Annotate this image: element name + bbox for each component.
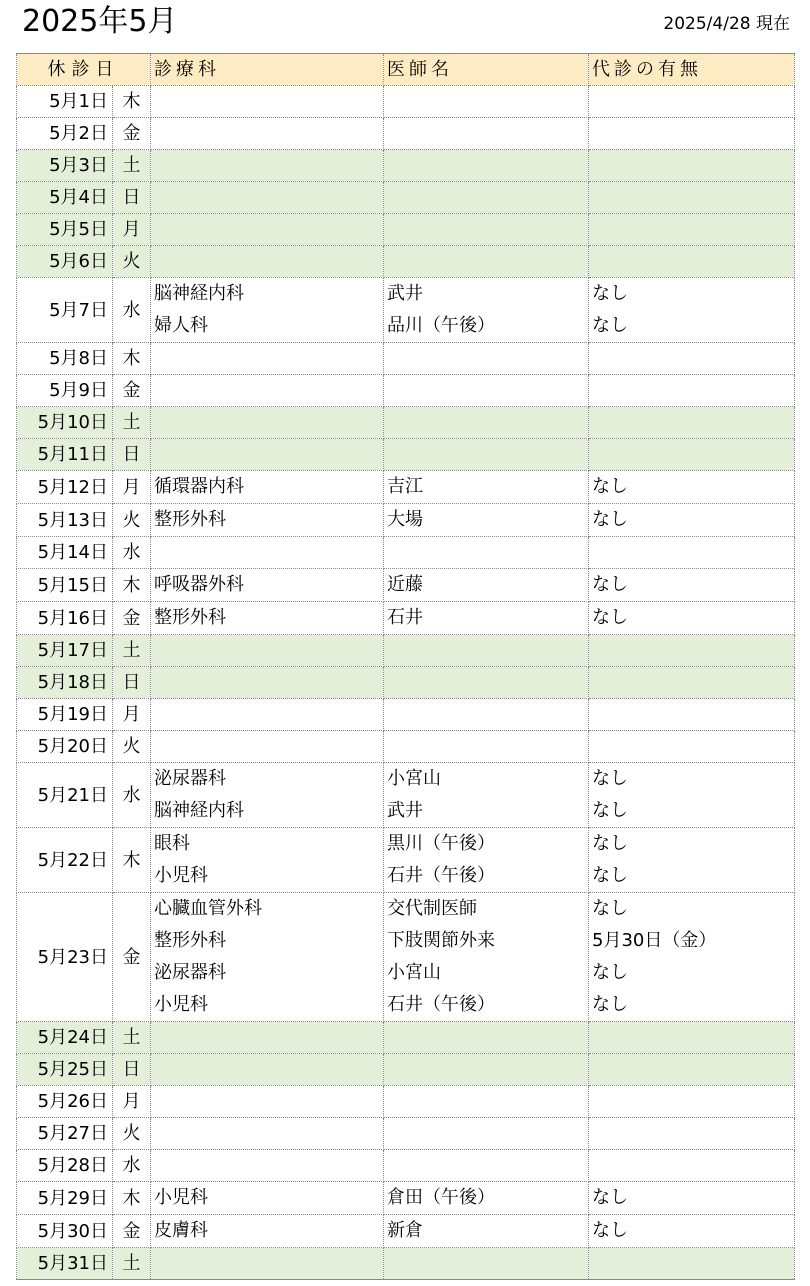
substitute-cell (589, 343, 795, 375)
department-line: 小児科 (154, 1187, 208, 1208)
department-cell (151, 699, 384, 731)
substitute-line: なし (592, 1220, 628, 1241)
date-cell: 5月29日 (17, 1182, 113, 1215)
doctor-line: 品川（午後） (387, 315, 495, 336)
department-line: 皮膚科 (154, 1220, 208, 1241)
substitute-line: なし (592, 476, 628, 497)
department-line: 心臓血管外科 (154, 898, 262, 919)
table-row (17, 182, 795, 214)
substitute-cell (589, 635, 795, 667)
table-row (17, 763, 795, 828)
substitute-cell (589, 667, 795, 699)
table-row (17, 118, 795, 150)
header-closed-day: 休診日 (17, 54, 151, 86)
weekday-cell: 土 (113, 1248, 151, 1280)
doctor-cell (384, 635, 589, 667)
substitute-cell (589, 118, 795, 150)
substitute-cell (589, 375, 795, 407)
substitute-cell (589, 278, 795, 343)
doctor-line: 小宮山 (387, 768, 441, 789)
date-cell: 5月6日 (17, 246, 113, 278)
substitute-cell (589, 407, 795, 439)
substitute-cell (589, 504, 795, 537)
date-cell: 5月16日 (17, 602, 113, 635)
table-row (17, 214, 795, 246)
department-cell (151, 828, 384, 893)
weekday-cell: 木 (113, 569, 151, 602)
as-of-date: 2025/4/28 現在 (663, 14, 790, 34)
department-line: 泌尿器科 (154, 962, 226, 983)
doctor-cell (384, 375, 589, 407)
doctor-line: 石井 (387, 607, 423, 628)
substitute-cell (589, 731, 795, 763)
table-row (17, 246, 795, 278)
doctor-cell (384, 602, 589, 635)
closure-schedule-table (16, 53, 795, 1280)
date-cell: 5月13日 (17, 504, 113, 537)
doctor-cell (384, 278, 589, 343)
weekday-cell: 土 (113, 150, 151, 182)
date-cell: 5月3日 (17, 150, 113, 182)
doctor-cell (384, 214, 589, 246)
table-row (17, 471, 795, 504)
weekday-cell: 日 (113, 667, 151, 699)
weekday-cell: 金 (113, 602, 151, 635)
substitute-cell (589, 763, 795, 828)
table-row (17, 278, 795, 343)
table-row (17, 667, 795, 699)
date-cell: 5月22日 (17, 828, 113, 893)
department-cell (151, 471, 384, 504)
substitute-cell (589, 1248, 795, 1280)
department-cell (151, 214, 384, 246)
department-line: 泌尿器科 (154, 768, 226, 789)
doctor-line: 大場 (387, 509, 423, 530)
department-cell (151, 150, 384, 182)
doctor-line: 吉江 (387, 476, 423, 497)
department-cell (151, 1150, 384, 1182)
department-line: 眼科 (154, 833, 190, 854)
substitute-cell (589, 537, 795, 569)
table-row (17, 150, 795, 182)
substitute-cell (589, 86, 795, 118)
weekday-cell: 木 (113, 343, 151, 375)
department-cell (151, 667, 384, 699)
table-row (17, 375, 795, 407)
weekday-cell: 水 (113, 278, 151, 343)
department-cell (151, 1086, 384, 1118)
table-row (17, 1248, 795, 1280)
doctor-cell (384, 569, 589, 602)
weekday-cell: 日 (113, 439, 151, 471)
department-cell (151, 537, 384, 569)
substitute-cell (589, 1054, 795, 1086)
substitute-line: なし (592, 800, 628, 821)
doctor-cell (384, 1215, 589, 1248)
doctor-cell (384, 731, 589, 763)
weekday-cell: 金 (113, 1215, 151, 1248)
date-cell: 5月27日 (17, 1118, 113, 1150)
table-row (17, 343, 795, 375)
date-cell: 5月15日 (17, 569, 113, 602)
doctor-cell (384, 1086, 589, 1118)
weekday-cell: 月 (113, 1086, 151, 1118)
substitute-cell (589, 214, 795, 246)
substitute-cell (589, 439, 795, 471)
table-row (17, 893, 795, 1022)
substitute-line: なし (592, 315, 628, 336)
doctor-line: 石井（午後） (387, 865, 495, 886)
doctor-cell (384, 182, 589, 214)
header-doctor: 医師名 (384, 54, 589, 86)
substitute-cell (589, 246, 795, 278)
weekday-cell: 水 (113, 1150, 151, 1182)
page-title: 2025年5月 (22, 4, 178, 39)
doctor-cell (384, 699, 589, 731)
doctor-cell (384, 439, 589, 471)
substitute-cell (589, 1182, 795, 1215)
substitute-cell (589, 471, 795, 504)
substitute-cell (589, 1215, 795, 1248)
substitute-cell (589, 1086, 795, 1118)
doctor-cell (384, 893, 589, 1022)
doctor-line: 近藤 (387, 574, 423, 595)
table-row (17, 439, 795, 471)
department-line: 小児科 (154, 994, 208, 1015)
date-cell: 5月17日 (17, 635, 113, 667)
department-cell (151, 182, 384, 214)
department-cell (151, 86, 384, 118)
date-cell: 5月7日 (17, 278, 113, 343)
substitute-cell (589, 182, 795, 214)
weekday-cell: 土 (113, 1022, 151, 1054)
substitute-line: なし (592, 833, 628, 854)
substitute-cell (589, 569, 795, 602)
doctor-line: 武井 (387, 283, 423, 304)
doctor-line: 石井（午後） (387, 994, 495, 1015)
date-cell: 5月20日 (17, 731, 113, 763)
weekday-cell: 土 (113, 407, 151, 439)
table-row (17, 1215, 795, 1248)
date-cell: 5月30日 (17, 1215, 113, 1248)
doctor-cell (384, 1118, 589, 1150)
table-row (17, 1182, 795, 1215)
substitute-cell (589, 828, 795, 893)
substitute-line: なし (592, 574, 628, 595)
doctor-cell (384, 1022, 589, 1054)
weekday-cell: 日 (113, 1054, 151, 1086)
department-cell (151, 1248, 384, 1280)
substitute-line: なし (592, 898, 628, 919)
doctor-line: 黒川（午後） (387, 833, 495, 854)
department-cell (151, 569, 384, 602)
weekday-cell: 金 (113, 893, 151, 1022)
date-cell: 5月5日 (17, 214, 113, 246)
substitute-line: なし (592, 283, 628, 304)
substitute-line: なし (592, 994, 628, 1015)
department-cell (151, 246, 384, 278)
substitute-cell (589, 699, 795, 731)
doctor-cell (384, 471, 589, 504)
doctor-line: 下肢関節外来 (387, 930, 495, 951)
substitute-cell (589, 1118, 795, 1150)
substitute-cell (589, 893, 795, 1022)
weekday-cell: 火 (113, 1118, 151, 1150)
table-row (17, 537, 795, 569)
doctor-cell (384, 1182, 589, 1215)
table-row (17, 635, 795, 667)
department-cell (151, 1182, 384, 1215)
department-cell (151, 893, 384, 1022)
doctor-cell (384, 828, 589, 893)
date-cell: 5月14日 (17, 537, 113, 569)
table-row (17, 504, 795, 537)
weekday-cell: 金 (113, 375, 151, 407)
table-row (17, 1150, 795, 1182)
department-line: 小児科 (154, 865, 208, 886)
doctor-cell (384, 667, 589, 699)
date-cell: 5月31日 (17, 1248, 113, 1280)
weekday-cell: 火 (113, 246, 151, 278)
doctor-cell (384, 246, 589, 278)
department-cell (151, 1118, 384, 1150)
department-cell (151, 763, 384, 828)
weekday-cell: 月 (113, 699, 151, 731)
doctor-cell (384, 407, 589, 439)
doctor-line: 交代制医師 (387, 898, 477, 919)
table-row (17, 731, 795, 763)
date-cell: 5月28日 (17, 1150, 113, 1182)
department-cell (151, 407, 384, 439)
doctor-cell (384, 1054, 589, 1086)
weekday-cell: 火 (113, 731, 151, 763)
doctor-cell (384, 537, 589, 569)
weekday-cell: 月 (113, 214, 151, 246)
department-cell (151, 504, 384, 537)
department-cell (151, 439, 384, 471)
department-line: 呼吸器外科 (154, 574, 244, 595)
substitute-line: 5月30日（金） (592, 930, 717, 951)
weekday-cell: 水 (113, 537, 151, 569)
doctor-cell (384, 86, 589, 118)
department-cell (151, 1054, 384, 1086)
doctor-line: 武井 (387, 800, 423, 821)
weekday-cell: 火 (113, 504, 151, 537)
date-cell: 5月18日 (17, 667, 113, 699)
department-line: 脳神経内科 (154, 800, 244, 821)
department-cell (151, 731, 384, 763)
table-row (17, 1054, 795, 1086)
doctor-cell (384, 150, 589, 182)
doctor-cell (384, 118, 589, 150)
date-cell: 5月1日 (17, 86, 113, 118)
substitute-cell (589, 1022, 795, 1054)
header-substitute: 代診の有無 (589, 54, 795, 86)
date-cell: 5月23日 (17, 893, 113, 1022)
doctor-line: 倉田（午後） (387, 1187, 495, 1208)
substitute-line: なし (592, 865, 628, 886)
date-cell: 5月25日 (17, 1054, 113, 1086)
department-line: 循環器内科 (154, 476, 244, 497)
weekday-cell: 金 (113, 118, 151, 150)
department-line: 脳神経内科 (154, 283, 244, 304)
date-cell: 5月12日 (17, 471, 113, 504)
substitute-line: なし (592, 962, 628, 983)
doctor-line: 小宮山 (387, 962, 441, 983)
table-row (17, 86, 795, 118)
substitute-cell (589, 602, 795, 635)
weekday-cell: 木 (113, 86, 151, 118)
date-cell: 5月10日 (17, 407, 113, 439)
date-cell: 5月2日 (17, 118, 113, 150)
department-line: 整形外科 (154, 607, 226, 628)
table-row (17, 602, 795, 635)
department-line: 婦人科 (154, 315, 208, 336)
weekday-cell: 水 (113, 763, 151, 828)
weekday-cell: 木 (113, 828, 151, 893)
substitute-line: なし (592, 1187, 628, 1208)
table-row (17, 569, 795, 602)
weekday-cell: 木 (113, 1182, 151, 1215)
header-department: 診療科 (151, 54, 384, 86)
doctor-cell (384, 763, 589, 828)
weekday-cell: 月 (113, 471, 151, 504)
substitute-cell (589, 1150, 795, 1182)
date-cell: 5月19日 (17, 699, 113, 731)
department-cell (151, 635, 384, 667)
department-cell (151, 602, 384, 635)
doctor-cell (384, 343, 589, 375)
date-cell: 5月8日 (17, 343, 113, 375)
department-cell (151, 278, 384, 343)
department-cell (151, 1022, 384, 1054)
doctor-cell (384, 1150, 589, 1182)
doctor-line: 新倉 (387, 1220, 423, 1241)
substitute-cell (589, 150, 795, 182)
date-cell: 5月26日 (17, 1086, 113, 1118)
header-row (17, 54, 795, 86)
date-cell: 5月21日 (17, 763, 113, 828)
date-cell: 5月24日 (17, 1022, 113, 1054)
date-cell: 5月4日 (17, 182, 113, 214)
substitute-line: なし (592, 509, 628, 530)
date-cell: 5月11日 (17, 439, 113, 471)
schedule-body (17, 86, 795, 1280)
department-cell (151, 1215, 384, 1248)
table-row (17, 1022, 795, 1054)
weekday-cell: 土 (113, 635, 151, 667)
doctor-cell (384, 1248, 589, 1280)
table-row (17, 1086, 795, 1118)
table-row (17, 1118, 795, 1150)
doctor-cell (384, 504, 589, 537)
weekday-cell: 日 (113, 182, 151, 214)
department-cell (151, 118, 384, 150)
table-row (17, 699, 795, 731)
table-row (17, 407, 795, 439)
department-cell (151, 343, 384, 375)
substitute-line: なし (592, 768, 628, 789)
date-cell: 5月9日 (17, 375, 113, 407)
department-line: 整形外科 (154, 509, 226, 530)
table-row (17, 828, 795, 893)
department-cell (151, 375, 384, 407)
department-line: 整形外科 (154, 930, 226, 951)
substitute-line: なし (592, 607, 628, 628)
